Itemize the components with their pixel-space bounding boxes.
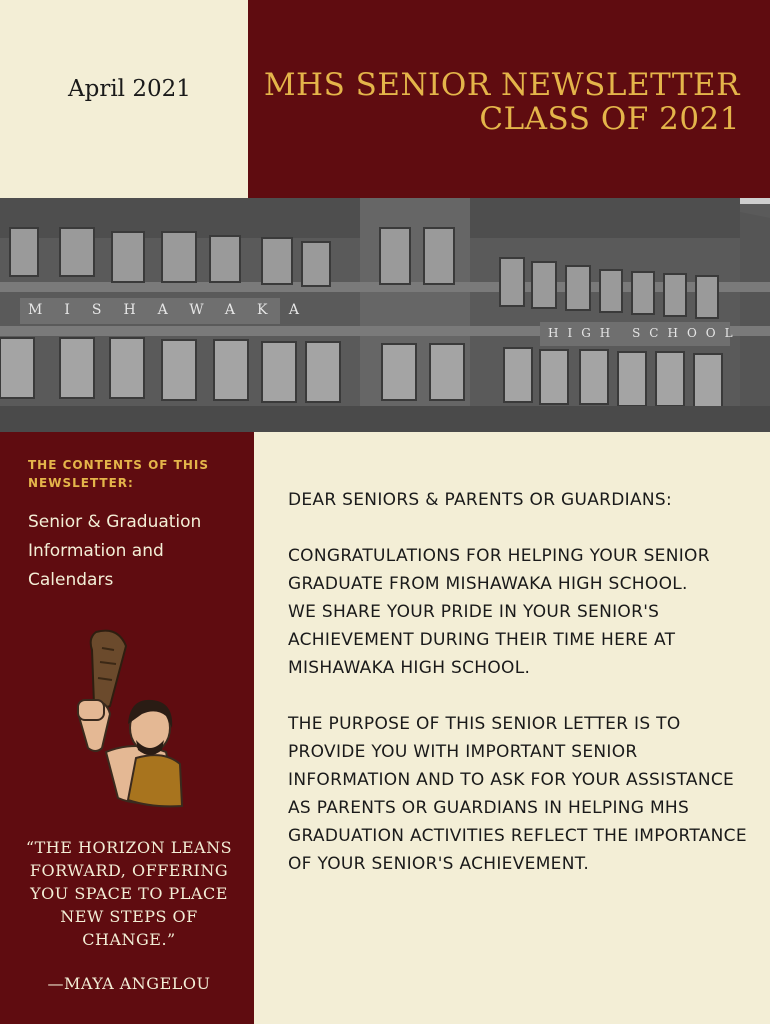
newsletter-title: MHS SENIOR NEWSLETTER xyxy=(263,67,740,103)
contents-heading: THE CONTENTS OF THIS NEWSLETTER: xyxy=(28,458,209,490)
quote-text: “THE HORIZON LEANS FORWARD, OFFERING YOU SPACE TO PLACE NEW STEPS OF CHANGE.” xyxy=(25,838,233,949)
caveman-mascot xyxy=(66,628,196,808)
building-sign-right: HIGH SCHOOL xyxy=(548,326,742,340)
sidebar xyxy=(0,432,254,1024)
building-sign-left: MISHAWAKA xyxy=(28,302,322,318)
newsletter-subtitle: CLASS OF 2021 xyxy=(479,101,740,137)
school-building-photo xyxy=(0,198,770,432)
quote-attribution: —MAYA ANGELOU xyxy=(47,974,211,993)
contents-item: Senior & Graduation Information and Calendars xyxy=(28,512,202,590)
date-panel xyxy=(0,0,248,198)
title-banner xyxy=(248,0,770,198)
letter-paragraph-1: CONGRATULATIONS FOR HELPING YOUR SENIOR GRADUATE FROM MISHAWAKA HIGH SCHOOL. WE SHARE YOUR PRIDE IN YOUR SENIOR'S ACHIEVEMENT DURING THEIR TIME HERE AT MISHAWAKA HIGH SCHOOL. xyxy=(288,546,710,678)
letter-body xyxy=(288,486,748,906)
letter-paragraph-2: THE PURPOSE OF THIS SENIOR LETTER IS TO PROVIDE YOU WITH IMPORTANT SENIOR INFORMATION AND TO ASK FOR YOUR ASSISTANCE AS PARENTS OR GUARDIANS IN HELPING MHS GRADUATION ACTIVITIES REFLECT THE IMPORTANCE OF YOUR SENIOR'S ACHIEVEMENT. xyxy=(288,714,747,874)
letter-salutation: DEAR SENIORS & PARENTS OR GUARDIANS: xyxy=(288,490,673,510)
newsletter-date: April 2021 xyxy=(68,76,191,102)
